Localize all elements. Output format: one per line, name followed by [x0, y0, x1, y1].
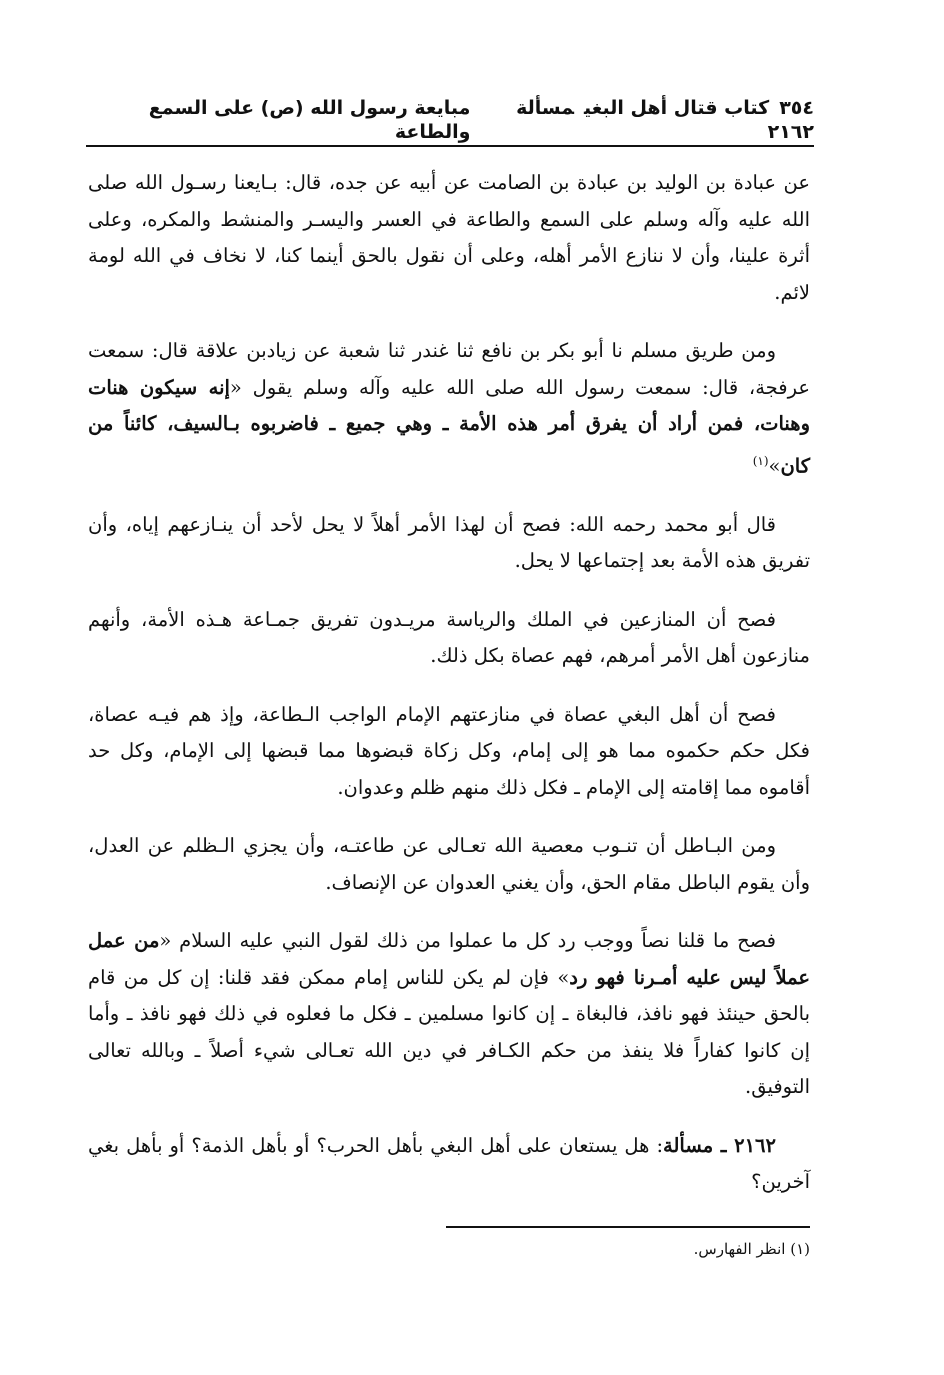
- paragraph-2: [88, 333, 810, 485]
- footnote-reference: (١): [752, 453, 769, 468]
- section-title: مبايعة رسول الله (ص) على السمع والطاعة: [148, 97, 471, 143]
- book-title: كتاب قتال أهل البغي: [583, 97, 770, 119]
- paragraph-7-text-a: فصح ما قلنا نصاً ووجب رد كل ما عملوا من ذلك لقول النبي عليه السلام «: [159, 929, 776, 952]
- body-text: [88, 165, 810, 1223]
- paragraph-2-text-b: »: [768, 454, 781, 477]
- paragraph-1: عن عبادة بن الوليد بن عبادة بن الصامت عن أبيه عن جده، قال: بـايعنا رسـول الله صلى الله عليه وآله وسلم على السمع والطاعة في العسر واليسـر والمنشط والمكره، وعلى أثرة علينا، وأن لا ننازع الأمر أهله، وعلى أن نقول بالحق أينما كنا، لا نخاف في الله لومة لائم.: [88, 171, 810, 304]
- paragraph-3: قال أبو محمد رحمه الله: فصح أن لهذا الأمر أهلاً لا يحل لأحد أن ينـازعهم إياه، وأن تفريق هذه الأمة بعد إجتماعها لا يحل.: [88, 512, 810, 572]
- hadith-quote-2: من عمل عملاً ليس عليه أمـرنا فهو رد: [88, 929, 810, 989]
- footnote: (١) انظر الفهارس.: [693, 1240, 810, 1258]
- running-header: [86, 97, 814, 144]
- paragraph-6: ومن البـاطل أن تنـوب معصية الله تعـالى عن طاعتـه، وأن يجزي الـظلم عن العدل، وأن يقوم الباطل مقام الحق، وأن يغني العدوان عن الإنصاف.: [88, 834, 810, 894]
- paragraph-5: فصح أن أهل البغي عصاة في منازعتهم الإمام الواجب الـطاعة، وإذ هم فيـه عصاة، فكل حكم حكموه مما هو إلى إمام، وكل زكاة قبضوها مما قبضها إلى الإمام، وكل حد أقاموه مما إقامته إلى الإمام ـ فكل ذلك منهم ظلم وعدوان.: [88, 702, 810, 799]
- paragraph-4: فصح أن المنازعين في الملك والرياسة مريـدون تفريق جمـاعة هـذه الأمة، وأنهم منازعون أهل الأمر أمرهم، فهم عصاة بكل ذلك.: [88, 607, 810, 667]
- footnote-rule: [446, 1226, 810, 1228]
- page-number: ٣٥٤: [779, 97, 814, 119]
- paragraph-8-text: : هل يستعان على أهل البغي بأهل الحرب؟ أو بأهل الذمة؟ أو بأهل بغي آخرين؟: [88, 1133, 810, 1193]
- paragraph-8: [88, 1128, 810, 1201]
- issue-heading: ٢١٦٢ ـ مسألة: [663, 1133, 776, 1157]
- header-rule: [86, 145, 814, 147]
- issue-number: مسألة ٢١٦٢: [516, 97, 814, 143]
- paragraph-2-text-a: ومن طريق مسلم نا أبو بكر بن نافع ثنا غندر ثنا شعبة عن زيادبن علاقة قال: سمعت عرفجة، قال: سمعت رسول الله صلى الله عليه وآله وسلم يقول «: [88, 339, 810, 399]
- paragraph-7: [88, 923, 810, 1106]
- paragraph-7-text-b: » فإن لم يكن للناس إمام ممكن فقد قلنا: إن كل من قام بالحق حينئذ فهو نافذ، فالبغاة ـ إن كانوا مسلمين ـ فكل ما فعلوه في ذلك فهو نافذ ـ وأما إن كانوا كفاراً فلا ينفذ من حكم الكـافر في دين الله تعـالى شيء أصلاً ـ وبالله تعالى التوفيق.: [88, 965, 810, 1098]
- header-right: [470, 96, 814, 144]
- hadith-quote: إنه سيكون هنات وهنات، فمن أراد أن يفرق أمر هذه الأمة ـ وهي جميع ـ فاضربوه بـالسيف، كائناً من كان: [88, 375, 810, 477]
